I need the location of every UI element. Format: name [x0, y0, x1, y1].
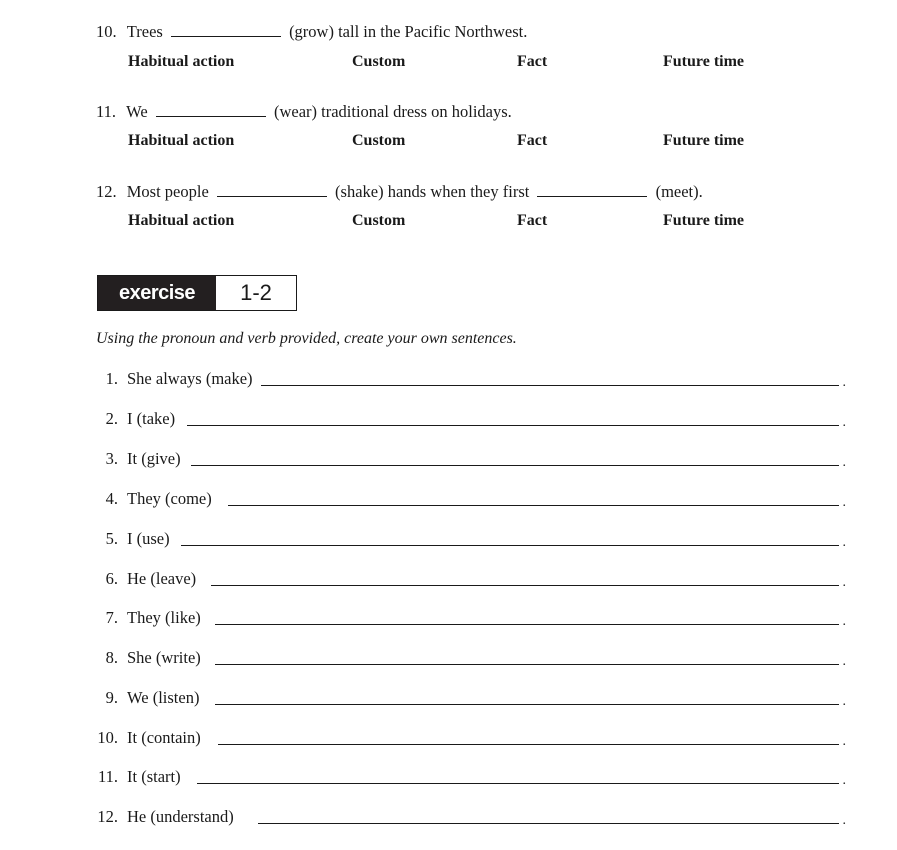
answer-blank[interactable] — [156, 102, 266, 117]
sentence-number: 11. — [97, 767, 118, 786]
sentence-row — [96, 568, 846, 590]
answer-line[interactable] — [187, 425, 839, 426]
sentence-number: 6. — [105, 569, 118, 588]
option-custom[interactable]: Custom — [352, 212, 406, 229]
sentence-period: . — [842, 455, 846, 470]
sentence-number: 1. — [105, 369, 118, 388]
sentence-prompt: I (use) — [127, 529, 170, 548]
sentence-number: 5. — [105, 529, 118, 548]
sentence-period: . — [842, 535, 846, 550]
sentence-period: . — [842, 773, 846, 788]
sentence-number: 4. — [105, 489, 118, 508]
sentence-number: 12. — [97, 807, 118, 826]
sentence-period: . — [842, 654, 846, 669]
sentence-period: . — [842, 575, 846, 590]
sentence-row — [96, 607, 846, 629]
option-future-time[interactable]: Future time — [663, 212, 745, 229]
exercise-instruction: Using the pronoun and verb provided, create your own sentences. — [96, 330, 517, 347]
sentence-number: 9. — [105, 688, 118, 707]
sentence-prompt: It (contain) — [127, 728, 201, 747]
option-custom[interactable]: Custom — [352, 132, 406, 149]
answer-line[interactable] — [218, 744, 839, 745]
question-12 — [96, 181, 703, 203]
sentence-row — [96, 806, 846, 828]
option-future-time[interactable]: Future time — [663, 132, 745, 149]
sentence-prompt: I (take) — [127, 409, 176, 428]
sentence-number: 10. — [97, 728, 118, 747]
sentence-row — [96, 766, 846, 788]
answer-line[interactable] — [181, 545, 839, 546]
exercise-label: exercise — [98, 276, 216, 310]
answer-line[interactable] — [228, 505, 839, 506]
answer-line[interactable] — [211, 585, 839, 586]
sentence-row — [96, 687, 846, 709]
answer-blank[interactable] — [537, 182, 647, 197]
answer-line[interactable] — [261, 385, 839, 386]
sentence-row — [96, 488, 846, 510]
question-text-after: (meet). — [655, 182, 703, 201]
sentence-period: . — [842, 415, 846, 430]
question-text-after: (wear) traditional dress on holidays. — [273, 102, 512, 121]
answer-line[interactable] — [215, 704, 839, 705]
sentence-prompt: It (start) — [127, 767, 181, 786]
answer-blank[interactable] — [217, 182, 327, 197]
answer-line[interactable] — [191, 465, 839, 466]
sentence-prompt: They (like) — [127, 608, 201, 627]
sentence-row — [96, 408, 846, 430]
question-text-before: Most people — [126, 182, 209, 201]
sentence-period: . — [842, 694, 846, 709]
option-habitual-action[interactable]: Habitual action — [128, 53, 235, 70]
sentence-period: . — [842, 734, 846, 749]
exercise-number: 1-2 — [240, 280, 272, 305]
sentence-prompt: He (leave) — [127, 569, 197, 588]
question-text-before: Trees — [126, 22, 163, 41]
exercise-header — [97, 275, 297, 311]
answer-line[interactable] — [215, 664, 839, 665]
sentence-period: . — [842, 813, 846, 828]
option-fact[interactable]: Fact — [517, 132, 548, 149]
sentence-row — [96, 368, 846, 390]
sentence-prompt: We (listen) — [127, 688, 200, 707]
sentence-number: 2. — [105, 409, 118, 428]
option-future-time[interactable]: Future time — [663, 53, 745, 70]
sentence-row — [96, 528, 846, 550]
sentence-prompt: She always (make) — [127, 369, 253, 388]
question-number: 11. — [96, 102, 117, 121]
option-fact[interactable]: Fact — [517, 212, 548, 229]
sentence-period: . — [842, 614, 846, 629]
option-habitual-action[interactable]: Habitual action — [128, 132, 235, 149]
sentence-row — [96, 647, 846, 669]
option-custom[interactable]: Custom — [352, 53, 406, 70]
sentence-row — [96, 448, 846, 470]
sentence-period: . — [842, 375, 846, 390]
option-fact[interactable]: Fact — [517, 53, 548, 70]
question-11 — [96, 101, 512, 123]
question-text-before: We — [126, 102, 148, 121]
answer-line[interactable] — [197, 783, 839, 784]
answer-blank[interactable] — [171, 22, 281, 37]
question-text-after: (grow) tall in the Pacific Northwest. — [289, 22, 528, 41]
sentence-prompt: He (understand) — [127, 807, 234, 826]
sentence-period: . — [842, 495, 846, 510]
question-number: 12. — [96, 182, 117, 201]
sentence-number: 7. — [105, 608, 118, 627]
sentence-row — [96, 727, 846, 749]
question-number: 10. — [96, 22, 117, 41]
answer-line[interactable] — [258, 823, 839, 824]
sentence-prompt: They (come) — [127, 489, 212, 508]
option-habitual-action[interactable]: Habitual action — [128, 212, 235, 229]
sentence-number: 8. — [105, 648, 118, 667]
sentence-number: 3. — [105, 449, 118, 468]
question-text-middle: (shake) hands when they first — [335, 182, 530, 201]
question-10 — [96, 21, 527, 43]
sentence-prompt: It (give) — [127, 449, 181, 468]
answer-line[interactable] — [215, 624, 839, 625]
sentence-prompt: She (write) — [127, 648, 201, 667]
